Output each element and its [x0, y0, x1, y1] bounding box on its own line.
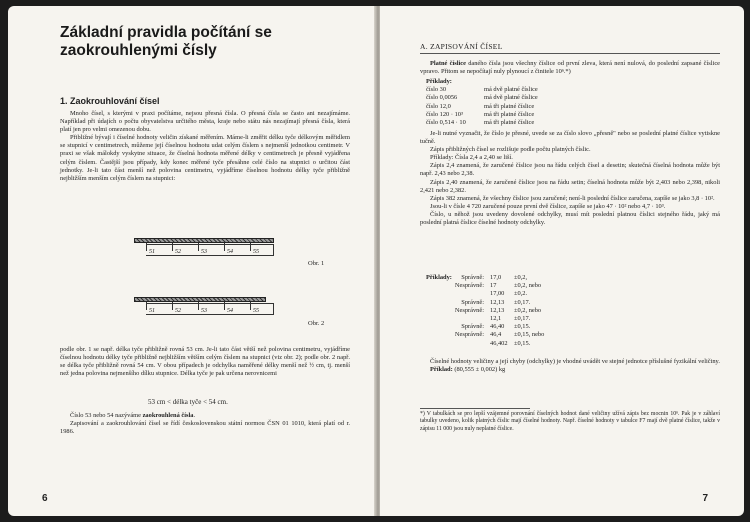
- paragraph: Mnoho čísel, s kterými v praxi počítáme, nejsou přesná čísla. O přesná čísla se často ani nezajímáme. Například při údajích o počtu obyvatelstva určitého města, kraje nebo státu nás nezajímají přesná čísla, která platí jen pro velmi omezenou dobu.: [60, 110, 350, 134]
- paragraph: Je-li nutné vyznačit, že číslo je přesné, uvede se za číslo slovo „přesně" nebo se poslední platné číslice vytiskne tučně.: [420, 130, 720, 146]
- table-row: Správně: 12,13 ±0,17.: [461, 298, 531, 306]
- tick-label: 51: [149, 249, 155, 255]
- tick-label: 54: [227, 249, 233, 255]
- table-row: Nesprávně: 46,4 ±0,15, nebo: [454, 331, 545, 339]
- list-item: číslo 0,514 · 10 má tři platné číslice: [426, 119, 535, 127]
- paragraph: Číslo, u něhož jsou uvedeny dovolené odchylky, musí mít poslední platnou číslici stejného řádu, jaký má poslední platná číslice číselné hodnoty odchylky.: [420, 210, 720, 227]
- table-row: Nesprávně: 12,13 ±0,2, nebo: [454, 306, 542, 314]
- paragraph: Jsou-li v čísle 4 720 zaručené pouze první dvě číslice, zapíše se jako 47 · 10² nebo 4,7 · 10³.: [430, 202, 666, 210]
- tick-label: 51: [149, 308, 155, 314]
- paragraph: Zápis 382 znamená, že všechny číslice jsou zaručené; není-li poslední číslice zaručena, zapíše se jako 3,8 · 10².: [430, 194, 715, 202]
- tick-label: 53: [201, 308, 207, 314]
- ruler-scale: [146, 244, 274, 256]
- paragraph: Zápis 2,40 znamená, že zaručené číslice jsou na řádu setin; číselná hodnota může být 2,403 nebo 2,398, nikoli 2,421 nebo 2,382.: [420, 178, 720, 194]
- tolerances-table: [434, 274, 544, 348]
- table-row: 46,402 ±0,15.: [490, 339, 531, 347]
- list-item: číslo 120 · 10³ má tři platné číslice: [426, 110, 535, 118]
- book-spread: [8, 6, 744, 516]
- paragraph: Zápis 2,4 znamená, že zaručené číslice jsou na řádu celých čísel a desetin; skutečná číselná hodnota může být např. 2,43 nebo 2,38.: [420, 162, 720, 178]
- examples-title: Příklady:: [426, 78, 452, 85]
- examples-list: [426, 78, 538, 127]
- table-row: 17,00 ±0,2.: [490, 290, 528, 298]
- paragraph: Příklad: (80,555 ± 0,002) kg: [430, 366, 506, 374]
- left-page: [8, 6, 376, 516]
- figure-2-ruler: [134, 297, 274, 315]
- tick-label: 55: [253, 249, 259, 255]
- chapter-title: Základní pravidla počítání se zaokrouhlenými čísly: [60, 24, 272, 59]
- section-title: 1. Zaokrouhlování čísel: [60, 96, 160, 106]
- paragraph: Zapisování a zaokrouhlování čísel se řídí československou státní normou ČSN 01 1010, která platí od r. 1986.: [60, 420, 350, 436]
- tick-label: 53: [201, 249, 207, 255]
- page-number: 6: [42, 493, 48, 504]
- table-row: Správně: 17,0 ±0,2,: [461, 274, 528, 281]
- header-rule: [420, 53, 720, 54]
- closing-text: [60, 412, 350, 436]
- figure-1-ruler: [134, 238, 274, 256]
- rod-bar: [134, 297, 266, 302]
- paragraph: podle obr. 1 se např. délka tyče přibližně rovná 53 cm. Je-li tato část větší než polovina centimetru, vyjádříme číselnou hodnotu délky tyče přibližně nejbližším větším celým číslem na stupnici (viz obr. 2); podle obr. 2 např. se délka tyče přibližně rovná 54 cm. V obou případech je odchylka naměřené délky menší než ½ cm, tj. menší než jedna polovina nejmenšího dílku stupnice. Délka tyče je pak určena nerovnicemi: [60, 346, 350, 378]
- paragraph: Příklady: Čísla 2,4 a 2,40 se liší.: [430, 154, 513, 162]
- page-header: A. ZAPISOVÁNÍ ČÍSEL: [420, 42, 503, 51]
- figure-1-caption: Obr. 1: [308, 260, 325, 267]
- tolerances-title: Příklady:: [426, 274, 452, 281]
- paragraph: Přibližné bývají i číselné hodnoty veličin získané měřením. Máme-li změřit délku tyče délkovým měřidlem se stupnicí v centimetrech, můžeme její číselnou hodnotu udat celým číslem s nejmenší jednotkou centimetr. V praxi se však málokdy vyskytne situace, že číselná hodnota měřené délky v centimetrech je přesně vyjádřena celým číslem. Častější jsou případy, kdy konec měřené tyče přesáhne celé číslo na stupnici o určitou část jednotky. Je-li tato část menší než polovina centimetru, vyjádříme číselnou hodnotu délky tyče přibližně nejbližším menším celým číslem na stupnici:: [60, 134, 350, 182]
- footnote: *) V tabulkách se pro lepší vzájemné porovnání číselných hodnot dané veličiny užívá zápis bez mocnin 10ⁿ. Pak je v záhlaví tabulky uvedeno, kolik platných číslic mají číselné hodnoty. Např. číselné hodnoty v tabulce F7 mají dvě platné číslice, takže v zápisu 11 000 jsou nuly neplatné číslice.: [420, 411, 720, 432]
- paragraph: Zápis přibližných čísel se rozlišuje podle počtu platných číslic.: [430, 146, 591, 154]
- tick-label: 52: [175, 308, 181, 314]
- page-number: 7: [702, 493, 708, 504]
- table-row: Nesprávně: 17 ±0,2, nebo: [454, 282, 542, 290]
- inequality-formula: 53 cm < délka tyče < 54 cm.: [148, 398, 228, 406]
- bold-term: zaokrouhlená čísla: [142, 412, 194, 419]
- ruler-scale: [146, 303, 274, 315]
- paragraph: Číselné hodnoty veličiny a její chyby (odchylky) je vhodné uvádět ve stejné jednotce příslušné fyzikální veličiny.: [430, 358, 720, 365]
- tick-label: 54: [227, 308, 233, 314]
- tick-label: 52: [175, 249, 181, 255]
- closing-text: [420, 358, 720, 374]
- footnote-rule: [420, 408, 530, 409]
- right-page: [380, 6, 744, 516]
- rod-bar: [134, 238, 274, 243]
- tick-label: 55: [253, 308, 259, 314]
- paragraph: Číslo 53 nebo 54 nazýváme zaokrouhlená čísla.: [70, 412, 196, 419]
- list-item: číslo 12,0 má tři platné číslice: [426, 102, 535, 110]
- list-item: číslo 30 má dvě platné číslice: [426, 86, 538, 94]
- table-row: Správně: 46,40 ±0,15.: [461, 323, 531, 331]
- table-row: 12,1 ±0,17.: [490, 315, 531, 323]
- list-item: číslo 0,0056 má dvě platné číslice: [426, 94, 538, 102]
- notation-text: [420, 130, 720, 227]
- definition-text: Platné číslice daného čísla jsou všechny číslice od první zleva, která není nulová, do poslední zapsané číslice vpravo. Přitom se nepočítají nuly plynoucí z činitele 10ⁿ.*): [420, 60, 720, 76]
- after-figures-text: [60, 346, 350, 378]
- bold-term: Platné číslice: [430, 60, 466, 67]
- figure-2-caption: Obr. 2: [308, 320, 325, 327]
- intro-text: [60, 110, 350, 183]
